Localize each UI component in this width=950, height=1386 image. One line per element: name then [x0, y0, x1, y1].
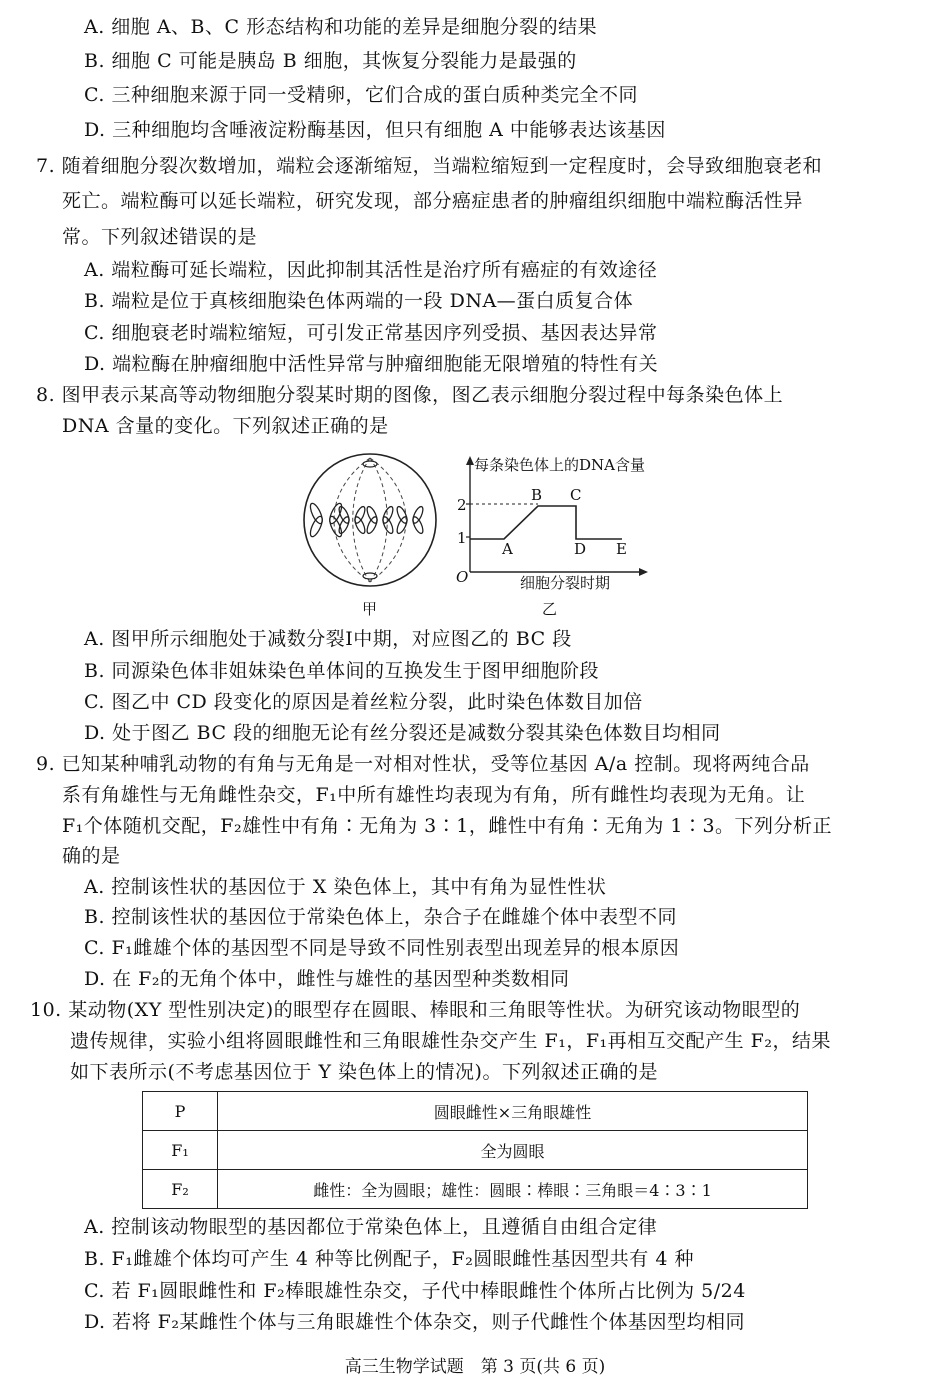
- table-row-p: [143, 1092, 808, 1131]
- q7-stem-line2: 死亡。端粒酶可以延长端粒，研究发现，部分癌症患者的肿瘤组织细胞中端粒酶活性异: [62, 190, 804, 212]
- point-label-c: C: [570, 486, 582, 504]
- q8-option-b: B. 同源染色体非姐妹染色单体间的互换发生于图甲细胞阶段: [84, 660, 600, 682]
- figure-label-jia: 甲: [362, 600, 378, 618]
- figure-label-yi: 乙: [542, 600, 558, 618]
- prev-option-d: D. 三种细胞均含唾液淀粉酶基因，但只有细胞 A 中能够表达该基因: [84, 119, 666, 141]
- table-row-f1: [143, 1131, 808, 1170]
- q8-figure-svg: [302, 452, 650, 620]
- q7-stem-line3: 常。下列叙述错误的是: [62, 226, 258, 248]
- q9-option-d: D. 在 F₂的无角个体中，雌性与雄性的基因型种类数相同: [84, 968, 570, 990]
- y-tick-2: 2: [457, 496, 467, 514]
- q10-stem-line2: 遗传规律，实验小组将圆眼雌性和三角眼雄性杂交产生 F₁，F₁再相互交配产生 F₂，结果: [70, 1030, 831, 1052]
- q10-result-table: [142, 1091, 808, 1209]
- x-axis-arrow-icon: [639, 568, 648, 576]
- q10-option-c: C. 若 F₁圆眼雌性和 F₂棒眼雄性杂交，子代中棒眼雌性个体所占比例为 5/24: [84, 1280, 746, 1302]
- y-tick-1: 1: [457, 529, 467, 547]
- y-axis-label: 每条染色体上的DNA含量: [474, 456, 645, 474]
- prev-option-a: A. 细胞 A、B、C 形态结构和功能的差异是细胞分裂的结果: [84, 16, 598, 38]
- q7-option-b: B. 端粒是位于真核细胞染色体两端的一段 DNA—蛋白质复合体: [84, 290, 634, 312]
- prev-option-b: B. 细胞 C 可能是胰岛 B 细胞，其恢复分裂能力是最强的: [84, 50, 577, 72]
- q8-option-d: D. 处于图乙 BC 段的细胞无论有丝分裂还是减数分裂其染色体数目均相同: [84, 722, 721, 744]
- point-label-d: D: [574, 540, 587, 558]
- q9-option-c: C. F₁雌雄个体的基因型不同是导致不同性别表型出现差异的根本原因: [84, 937, 680, 959]
- q9-stem-line3: F₁个体随机交配，F₂雄性中有角∶无角为 3∶1，雌性中有角∶无角为 1∶3。下列分析正: [62, 815, 833, 837]
- table-cell-gen: F₁: [143, 1131, 218, 1170]
- point-label-e: E: [616, 540, 627, 558]
- table-cell-result: 雌性：全为圆眼；雄性：圆眼∶棒眼∶三角眼＝4∶3∶1: [218, 1170, 808, 1209]
- q10-option-d: D. 若将 F₂某雌性个体与三角眼雄性个体杂交，则子代雌性个体基因型均相同: [84, 1311, 745, 1333]
- table-cell-gen: P: [143, 1092, 218, 1131]
- q7-option-d: D. 端粒酶在肿瘤细胞中活性异常与肿瘤细胞能无限增殖的特性有关: [84, 353, 659, 375]
- q7-stem-line1: 7. 随着细胞分裂次数增加，端粒会逐渐缩短，当端粒缩短到一定程度时，会导致细胞衰老和: [36, 155, 823, 177]
- prev-option-c: C. 三种细胞来源于同一受精卵，它们合成的蛋白质种类完全不同: [84, 84, 638, 106]
- q9-stem-line1: 9. 已知某种哺乳动物的有角与无角是一对相对性状，受等位基因 A/a 控制。现将两纯合品: [36, 753, 810, 775]
- point-label-a: A: [502, 540, 513, 558]
- x-axis-label: 细胞分裂时期: [520, 574, 611, 592]
- q8-option-c: C. 图乙中 CD 段变化的原因是着丝粒分裂，此时染色体数目加倍: [84, 691, 643, 713]
- origin-label: O: [456, 568, 469, 586]
- table-cell-gen: F₂: [143, 1170, 218, 1209]
- q9-stem-line4: 确的是: [62, 845, 121, 867]
- q8-option-a: A. 图甲所示细胞处于减数分裂Ⅰ中期，对应图乙的 BC 段: [84, 628, 572, 650]
- q8-stem-line2: DNA 含量的变化。下列叙述正确的是: [62, 415, 389, 437]
- table-cell-result: 全为圆眼: [218, 1131, 808, 1170]
- point-label-b: B: [531, 486, 543, 504]
- q10-stem-line3: 如下表所示(不考虑基因位于 Y 染色体上的情况)。下列叙述正确的是: [70, 1061, 658, 1083]
- q8-stem-line1: 8. 图甲表示某高等动物细胞分裂某时期的图像，图乙表示细胞分裂过程中每条染色体上: [36, 384, 784, 406]
- table-cell-result: 圆眼雌性×三角眼雄性: [218, 1092, 808, 1131]
- page-footer: 高三生物学试题 第 3 页(共 6 页): [344, 1357, 606, 1377]
- cell-diagram-jia: [304, 454, 436, 586]
- q9-stem-line2: 系有角雄性与无角雌性杂交，F₁中所有雄性均表现为有角，所有雌性均表现为无角。让: [62, 784, 806, 806]
- q8-figure: [302, 452, 650, 620]
- dna-content-line: [470, 506, 622, 539]
- q10-option-b: B. F₁雌雄个体均可产生 4 种等比例配子，F₂圆眼雌性基因型共有 4 种: [84, 1248, 694, 1270]
- y-axis-arrow-icon: [466, 456, 474, 465]
- q7-option-c: C. 细胞衰老时端粒缩短，可引发正常基因序列受损、基因表达异常: [84, 322, 658, 344]
- q9-option-b: B. 控制该性状的基因位于常染色体上，杂合子在雌雄个体中表型不同: [84, 906, 678, 928]
- q10-stem-line1: 10. 某动物(XY 型性别决定)的眼型存在圆眼、棒眼和三角眼等性状。为研究该动物眼型的: [30, 999, 801, 1021]
- q9-option-a: A. 控制该性状的基因位于 X 染色体上，其中有角为显性性状: [84, 876, 607, 898]
- q7-option-a: A. 端粒酶可延长端粒，因此抑制其活性是治疗所有癌症的有效途径: [84, 259, 658, 281]
- table-row-f2: [143, 1170, 808, 1209]
- graph-yi: [466, 456, 648, 576]
- q10-option-a: A. 控制该动物眼型的基因都位于常染色体上，且遵循自由组合定律: [84, 1216, 658, 1238]
